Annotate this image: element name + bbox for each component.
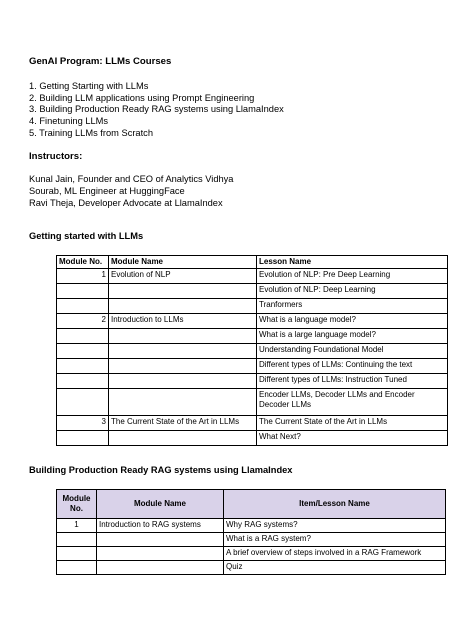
lesson-name-cell: The Current State of the Art in LLMs	[257, 416, 448, 431]
column-header: Module No.	[57, 490, 97, 519]
module-name-cell: Introduction to RAG systems	[97, 519, 224, 533]
column-header: Lesson Name	[257, 256, 448, 269]
table-row	[57, 329, 448, 344]
page-title: GenAI Program: LLMs Courses	[29, 56, 172, 67]
module-no-cell	[57, 374, 109, 389]
column-header: Module No.	[57, 256, 109, 269]
column-header: Item/Lesson Name	[224, 490, 446, 519]
module-name-cell	[97, 533, 224, 547]
module-name-cell	[109, 344, 257, 359]
module-no-cell: 1	[57, 269, 109, 284]
table-row	[57, 416, 448, 431]
module-no-cell	[57, 533, 97, 547]
course-item: 4. Finetuning LLMs	[29, 116, 109, 127]
module-name-cell: Evolution of NLP	[109, 269, 257, 284]
module-name-cell: Introduction to LLMs	[109, 314, 257, 329]
module-no-cell	[57, 547, 97, 561]
instructor-item: Kunal Jain, Founder and CEO of Analytics Vidhya	[29, 174, 234, 184]
instructors-heading: Instructors:	[29, 151, 83, 162]
module-no-cell: 3	[57, 416, 109, 431]
section2-table	[56, 489, 446, 575]
table-row	[57, 299, 448, 314]
module-no-cell	[57, 299, 109, 314]
course-item: 5. Training LLMs from Scratch	[29, 127, 154, 138]
table-row	[57, 374, 448, 389]
module-no-cell	[57, 329, 109, 344]
lesson-name-cell: Different types of LLMs: Instruction Tuned	[257, 374, 448, 389]
module-no-cell: 2	[57, 314, 109, 329]
table-row	[57, 533, 446, 547]
instructor-list	[29, 173, 233, 209]
lesson-name-cell: Different types of LLMs: Continuing the text	[257, 359, 448, 374]
module-name-cell	[109, 389, 257, 416]
table-row	[57, 561, 446, 575]
table-row	[57, 344, 448, 359]
section1-table	[56, 255, 448, 446]
table-row	[57, 431, 448, 446]
module-name-cell	[97, 547, 224, 561]
lesson-name-cell: A brief overview of steps involved in a RAG Framework	[224, 547, 446, 561]
module-name-cell	[109, 284, 257, 299]
lesson-name-cell: Quiz	[224, 561, 446, 575]
course-item: 3. Building Production Ready RAG systems using LlamaIndex	[29, 104, 284, 115]
lesson-name-cell: Why RAG systems?	[224, 519, 446, 533]
lesson-name-cell: What is a language model?	[257, 314, 448, 329]
table-row	[57, 547, 446, 561]
module-name-cell	[109, 329, 257, 344]
course-item: 1. Getting Starting with LLMs	[29, 81, 149, 91]
lesson-name-cell: Understanding Foundational Model	[257, 344, 448, 359]
table-row	[57, 519, 446, 533]
module-no-cell	[57, 284, 109, 299]
instructor-item: Sourab, ML Engineer at HuggingFace	[29, 186, 185, 196]
lesson-name-cell: Tranformers	[257, 299, 448, 314]
table-row	[57, 389, 448, 416]
module-name-cell	[109, 359, 257, 374]
table-row	[57, 284, 448, 299]
lesson-name-cell: What is a large language model?	[257, 329, 448, 344]
module-name-cell	[109, 299, 257, 314]
module-name-cell	[109, 431, 257, 446]
section2-heading: Building Production Ready RAG systems using LlamaIndex	[29, 465, 293, 475]
module-name-cell	[97, 561, 224, 575]
table-row	[57, 269, 448, 284]
course-list	[29, 81, 284, 140]
module-no-cell	[57, 431, 109, 446]
lesson-name-cell: What Next?	[257, 431, 448, 446]
table-row	[57, 314, 448, 329]
lesson-name-cell: Evolution of NLP: Pre Deep Learning	[257, 269, 448, 284]
column-header: Module Name	[97, 490, 224, 519]
module-no-cell	[57, 389, 109, 416]
table-row	[57, 359, 448, 374]
section1-heading: Getting started with LLMs	[29, 231, 144, 241]
lesson-name-cell: Evolution of NLP: Deep Learning	[257, 284, 448, 299]
module-name-cell: The Current State of the Art in LLMs	[109, 416, 257, 431]
column-header: Module Name	[109, 256, 257, 269]
module-no-cell	[57, 344, 109, 359]
course-item: 2. Building LLM applications using Prompt Engineering	[29, 92, 255, 103]
module-name-cell	[109, 374, 257, 389]
lesson-name-cell: What is a RAG system?	[224, 533, 446, 547]
module-no-cell	[57, 359, 109, 374]
lesson-name-cell: Encoder LLMs, Decoder LLMs and Encoder Decoder LLMs	[257, 389, 448, 416]
instructor-item: Ravi Theja, Developer Advocate at LlamaIndex	[29, 198, 223, 208]
module-no-cell: 1	[57, 519, 97, 533]
module-no-cell	[57, 561, 97, 575]
